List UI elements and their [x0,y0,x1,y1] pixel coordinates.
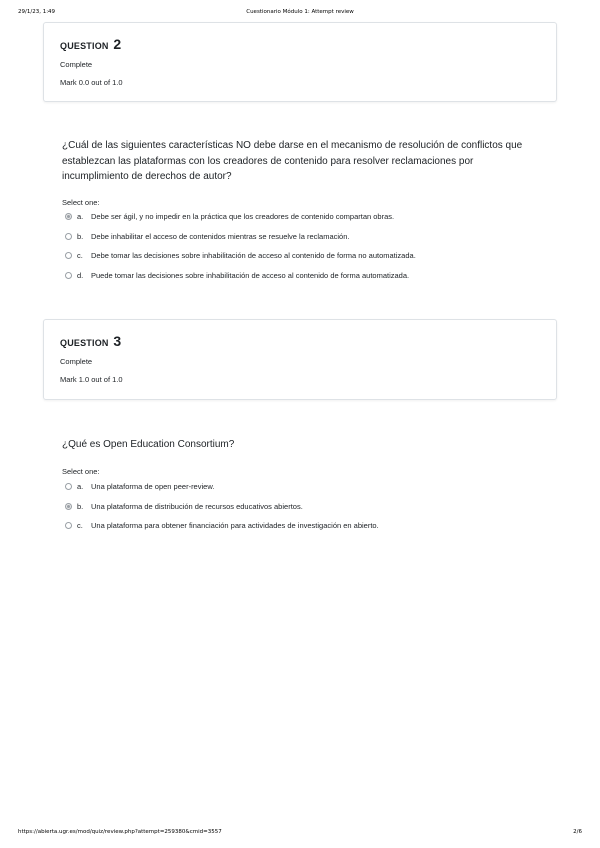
question-3-text: ¿Qué es Open Education Consortium? [62,439,235,450]
print-header [18,9,582,19]
question-3-info-box [43,319,557,400]
answer-text: Debe tomar las decisiones sobre inhabilitación de acceso al contenido de forma no automatizada. [91,251,416,260]
answer-letter: d. [77,270,84,280]
radio-icon[interactable] [65,272,72,279]
answer-text: Debe inhabilitar el acceso de contenidos mientras se resuelve la reclamación. [91,231,350,241]
radio-icon[interactable] [65,522,72,529]
question-2-text: ¿Cuál de las siguientes características NO debe darse en el mecanismo de resolución de conflictos que establezcan las plataformas con los creadores de contenido para resolver reclamaciones por incumplimiento de derechos de autor? [62,140,523,182]
answer-option-a[interactable] [65,212,535,232]
question-2-answers [65,212,535,290]
answer-text: Debe ser ágil, y no impedir en la práctica que los creadores de contenido compartan obras. [91,212,395,221]
question-state: Complete [60,60,93,69]
question-label: QUESTION [60,338,109,348]
radio-selected-icon[interactable] [65,503,72,510]
print-url: https://abierta.ugr.es/mod/quiz/review.php?attempt=259380&cmid=3557 [18,829,222,835]
print-date: 29/1/23, 1:49 [18,9,56,15]
answer-letter: b. [77,231,84,241]
answer-option-c[interactable] [65,251,535,271]
print-footer [18,829,582,839]
answer-letter: c. [77,521,83,530]
answer-letter: b. [77,501,84,511]
answer-text: Una plataforma de open peer-review. [91,482,215,491]
question-number: 2 [113,36,122,52]
answer-option-a[interactable] [65,482,535,502]
radio-selected-icon[interactable] [65,213,72,220]
question-label: QUESTION [60,41,109,51]
radio-icon[interactable] [65,233,72,240]
radio-icon[interactable] [65,483,72,490]
answer-option-d[interactable] [65,271,535,291]
radio-icon[interactable] [65,252,72,259]
question-2-heading [60,36,121,52]
answer-option-b[interactable] [65,502,535,522]
answer-text: Una plataforma de distribución de recursos educativos abiertos. [91,501,303,511]
question-grade: Mark 1.0 out of 1.0 [60,375,123,384]
answer-letter: c. [77,251,83,260]
question-2-prompt: Select one: [62,198,100,207]
print-title: Cuestionario Módulo 1: Attempt review [246,9,354,15]
print-page-number: 2/6 [573,829,582,835]
answer-letter: a. [77,212,84,221]
question-3-prompt: Select one: [62,467,100,476]
question-number: 3 [113,333,122,349]
answer-text: Puede tomar las decisiones sobre inhabilitación de acceso al contenido de forma automatizada. [91,270,410,280]
answer-option-c[interactable] [65,521,535,541]
answer-letter: a. [77,482,84,491]
question-2-info-box [43,22,557,102]
question-3-answers [65,482,535,541]
question-grade: Mark 0.0 out of 1.0 [60,78,123,87]
question-3-heading [60,333,121,349]
question-state: Complete [60,357,93,366]
answer-text: Una plataforma para obtener financiación para actividades de investigación en abierto. [91,521,379,530]
answer-option-b[interactable] [65,232,535,252]
